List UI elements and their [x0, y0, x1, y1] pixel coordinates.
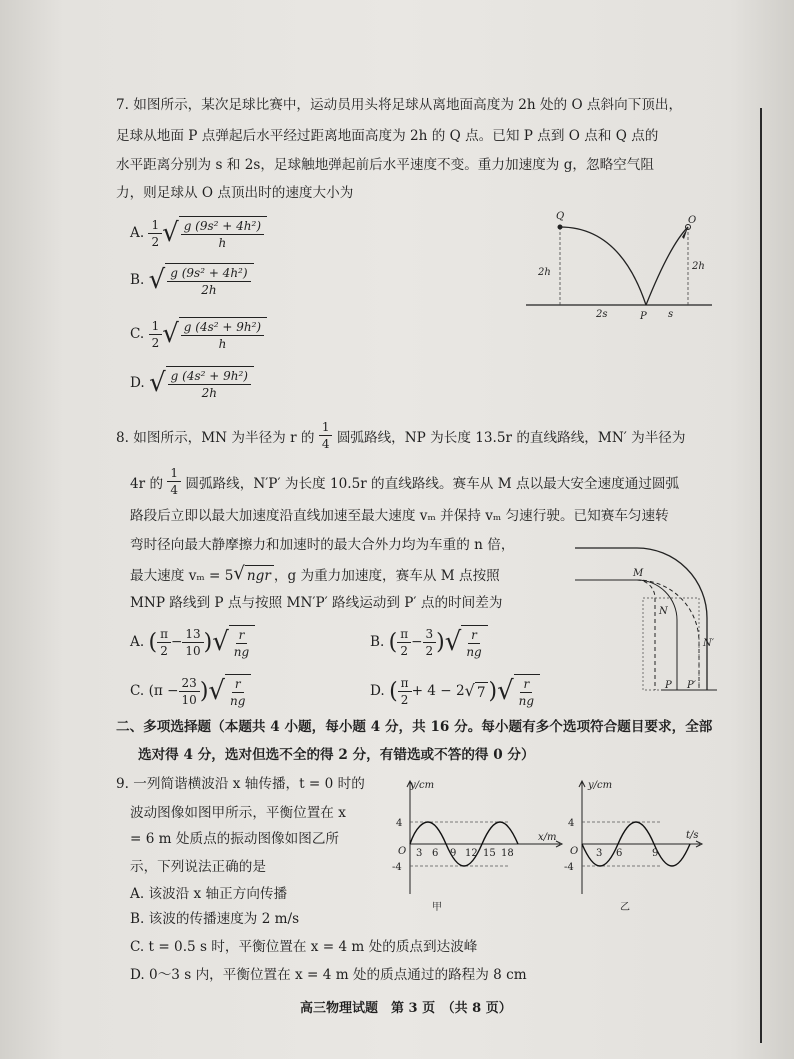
tlabel: t/s: [686, 830, 699, 841]
q7-line3: 水平距离分别为 s 和 2s，足球触地弹起前后水平速度不变。重力加速度为 g，忽略空气阻: [116, 157, 654, 173]
q8-line6: MNP 路线到 P 点与按照 MN′P′ 路线运动到 P′ 点的时间差为: [130, 595, 503, 611]
section2-line2: 选对得 4 分，选对但选不全的得 2 分，有错选或不答的得 0 分）: [138, 747, 535, 763]
q9-line3: = 6 m 处质点的振动图像如图乙所: [130, 831, 340, 847]
caption: 甲: [432, 902, 442, 913]
label-n: N: [659, 606, 668, 617]
q7-option-a[interactable]: A. 1 2 √ g (9s² + 4h²) h: [130, 216, 267, 250]
q7-option-d[interactable]: D. √ g (4s² + 9h²) 2h: [130, 366, 254, 400]
q9-line2: 波动图像如图甲所示，平衡位置在 x: [130, 805, 346, 821]
label-m: M: [633, 568, 644, 579]
t-tick-9: 9: [652, 848, 659, 859]
q9-wave-graph: [380, 774, 570, 914]
trajectory-down: [560, 227, 646, 305]
x-tick-18: 18: [501, 848, 514, 859]
q9-vibration-graph: [560, 774, 720, 914]
q8-figure: [575, 540, 755, 700]
origin: O: [570, 846, 579, 857]
q8-line4: 弯时径向最大静摩擦力和加速时的最大合外力均为车重的 n 倍，: [130, 537, 515, 553]
q9-line1: 9. 一列简谐横波沿 x 轴传播，t = 0 时的: [116, 776, 365, 792]
t-tick-3: 3: [596, 848, 603, 859]
origin: O: [398, 846, 407, 857]
ylabel: y/cm: [588, 780, 613, 791]
label-p-prime: P′: [687, 680, 696, 691]
label-o: O: [688, 215, 697, 226]
q9-option-a[interactable]: A. 该波沿 x 轴正方向传播: [130, 886, 288, 902]
section2-line1: 二、多项选择题（本题共 4 小题，每小题 4 分，共 16 分。每小题有多个选项符合题目要求，全部: [116, 719, 713, 735]
arc-mn-prime: [580, 580, 699, 642]
q9-line4: 示，下列说法正确的是: [130, 859, 266, 875]
label-p: P: [640, 311, 647, 322]
q7-option-c[interactable]: C. 1 2 √ g (4s² + 9h²) h: [130, 317, 267, 351]
point-o-dot: [558, 225, 563, 230]
label-n-prime: N′: [703, 638, 715, 649]
x-tick-12: 12: [465, 848, 478, 859]
x-tick-6: 6: [432, 848, 439, 859]
q8-line2: 4r 的 1 4 圆弧路线，N′P′ 为长度 10.5r 的直线路线。赛车从 M 点以最大安全速度通过圆弧: [130, 466, 680, 497]
x-tick-9: 9: [450, 848, 457, 859]
y-tick-4: 4: [396, 818, 403, 829]
q9-option-d[interactable]: D. 0～3 s 内，平衡位置在 x = 4 m 处的质点通过的路程为 8 cm: [130, 967, 527, 983]
q8-option-a[interactable]: A. ( π 2 − $\frac{13}{10}$ ) √ r ng: [130, 625, 255, 659]
label-2h-right: 2h: [692, 261, 705, 272]
trajectory-up: [646, 227, 688, 305]
q8-option-c[interactable]: C. (π − $\frac{23}{10}$ ) √ r ng: [130, 674, 251, 708]
sqrt-sign: √: [162, 319, 179, 349]
q8-line1: 8. 如图所示，MN 为半径为 r 的 1 4 圆弧路线，NP 为长度 13.5r 的直线路线，MN′ 为半径为: [116, 420, 686, 451]
label-p: P: [665, 680, 672, 691]
sqrt-sign: √: [149, 368, 166, 398]
t-tick-6: 6: [616, 848, 623, 859]
ylabel: y/cm: [410, 780, 435, 791]
sqrt-sign: √: [162, 218, 179, 248]
label-s: s: [668, 309, 674, 320]
q9-option-c[interactable]: C. t = 0.5 s 时，平衡位置在 x = 4 m 处的质点到达波峰: [130, 939, 478, 955]
y-tick-neg4: -4: [564, 862, 574, 873]
y-tick-neg4: -4: [392, 862, 402, 873]
xlabel: x/m: [538, 832, 557, 843]
y-tick-4: 4: [568, 818, 575, 829]
q7-option-b[interactable]: B. √ g (9s² + 4h²) 2h: [130, 263, 254, 297]
q7-line1: 7. 如图所示，某次足球比赛中，运动员用头将足球从离地面高度为 2h 处的 O 点斜向下顶出，: [116, 97, 683, 113]
q9-option-b[interactable]: B. 该波的传播速度为 2 m/s: [130, 911, 300, 927]
inner-track-unused: [575, 580, 677, 690]
q7-figure: [520, 205, 720, 325]
x-tick-3: 3: [416, 848, 423, 859]
x-tick-15: 15: [483, 848, 496, 859]
sqrt-sign: √: [148, 265, 166, 295]
label-q: Q: [556, 211, 565, 222]
page-footer: 高三物理试题 第 3 页 （共 8 页）: [300, 1001, 512, 1016]
q7-line4: 力，则足球从 O 点顶出时的速度大小为: [116, 185, 354, 201]
label-2h-left: 2h: [538, 267, 551, 278]
label-2s: 2s: [596, 309, 608, 320]
q8-option-b[interactable]: B. ( π 2 − $\frac{3}{2}$ ) √ r ng: [370, 625, 488, 659]
caption: 乙: [620, 902, 630, 913]
q8-option-d[interactable]: D. ( π 2 + 4 − 2 √ 7 ) √ r ng: [370, 674, 540, 708]
right-margin-line: [760, 108, 762, 1043]
q7-line2: 足球从地面 P 点弹起后水平经过距离地面高度为 2h 的 Q 点。已知 P 点到 O 点和 Q 点的: [116, 128, 659, 144]
q8-line3: 路段后立即以最大加速度沿直线加速至最大速度 vₘ 并保持 vₘ 匀速行驶。已知赛车匀速转: [130, 508, 669, 524]
q8-line5: 最大速度 vₘ = 5 √ ngr ，g 为重力加速度，赛车从 M 点按照: [130, 563, 500, 584]
